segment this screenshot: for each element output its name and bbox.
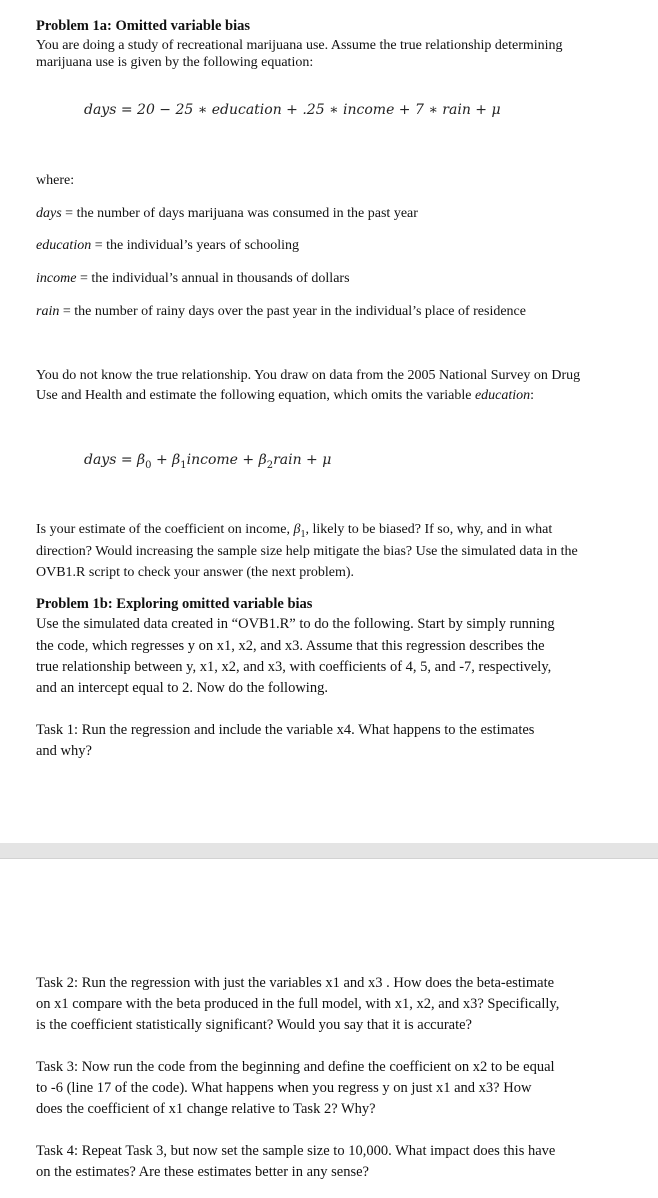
task1-line-2: and why? (36, 743, 92, 759)
true-equation (84, 102, 501, 118)
eq2-equals: = (116, 452, 138, 468)
task3-line-1: Task 3: Now run the code from the beginning and define the coefficient on x2 to be equal (36, 1059, 555, 1075)
q-beta1-sub: 1 (300, 528, 306, 540)
def-days (36, 204, 418, 224)
term-rain: rain (273, 452, 302, 468)
p1b-line-1: Use the simulated data created in “OVB1.R” to do the following. Start by simply running (36, 616, 555, 632)
p1b-line-4: and an intercept equal to 2. Now do the following. (36, 680, 328, 696)
beta0: β (137, 452, 146, 468)
def-var: education (36, 238, 92, 253)
eq2-plus1: + (151, 452, 173, 468)
beta1: β (172, 452, 181, 468)
page-break (0, 843, 658, 858)
def-text: = the number of rainy days over the past year in the individual’s place of residence (59, 304, 526, 319)
problem-1a-title: Problem 1a: Omitted variable bias (36, 18, 250, 34)
estimated-equation (84, 452, 331, 471)
where-label: where: (36, 173, 75, 188)
def-text: = the individual’s annual in thousands of dollars (76, 271, 350, 286)
task2-line-1: Task 2: Run the regression with just the variables x1 and x3 . How does the beta-estimate (36, 975, 555, 991)
page-break-edge (0, 858, 658, 859)
problem-1b-title: Problem 1b: Exploring omitted variable bias (36, 596, 313, 612)
task3-line-2: to -6 (line 17 of the code). What happens when you regress y on just x1 and x3? How (36, 1080, 532, 1096)
def-var: income (36, 271, 77, 286)
eq1-rhs: = 20 − 25 ∗ education + .25 ∗ income + 7 ∗ rain + μ (120, 102, 501, 118)
q-text: Is your estimate of the coefficient on income, (36, 522, 294, 537)
def-education (36, 236, 299, 256)
def-income (36, 269, 350, 289)
def-var: rain (36, 304, 60, 319)
question-line-2: direction? Would increasing the sample size help mitigate the bias? Use the simulated data in the (36, 544, 578, 559)
def-rain (36, 302, 526, 322)
beta2: β (258, 452, 267, 468)
task4-line-2: on the estimates? Are these estimates better in any sense? (36, 1164, 369, 1180)
para2-education: education (474, 388, 531, 403)
q-text-rest: , likely to be biased? If so, why, and in what (305, 522, 553, 537)
p1b-line-3: true relationship between y, x1, x2, and x3, with coefficients of 4, 5, and -7, respectively, (36, 659, 552, 675)
def-var: days (36, 206, 62, 221)
question-line-3: OVB1.R script to check your answer (the next problem). (36, 565, 355, 580)
eq1-lhs: days (84, 102, 117, 118)
eq2-tail: + μ (301, 452, 332, 468)
def-text: = the individual’s years of schooling (91, 238, 299, 253)
term-income: income (186, 452, 238, 468)
beta1-sub: 1 (180, 459, 187, 471)
beta0-sub: 0 (145, 459, 152, 471)
task2-line-2: on x1 compare with the beta produced in the full model, with x1, x2, and x3? Specifically, (36, 996, 560, 1012)
eq2-lhs: days (84, 452, 117, 468)
def-text: = the number of days marijuana was consumed in the past year (61, 206, 418, 221)
eq2-plus2: + (237, 452, 259, 468)
para2-line-2 (36, 386, 534, 406)
task2-line-3: is the coefficient statistically significant? Would you say that it is accurate? (36, 1017, 472, 1033)
beta2-sub: 2 (266, 459, 274, 471)
task1-line-1: Task 1: Run the regression and include the variable x4. What happens to the estimates (36, 722, 535, 738)
intro-line-2: marijuana use is given by the following equation: (36, 55, 314, 70)
para2-line-1: You do not know the true relationship. You draw on data from the 2005 National Survey on Drug (36, 368, 581, 383)
para2-text: Use and Health and estimate the following equation, which omits the variable (36, 388, 475, 403)
intro-line-1: You are doing a study of recreational marijuana use. Assume the true relationship determining (36, 38, 563, 53)
p1b-line-2: the code, which regresses y on x1, x2, and x3. Assume that this regression describes the (36, 638, 545, 654)
para2-colon: : (530, 388, 535, 403)
task3-line-3: does the coefficient of x1 change relative to Task 2? Why? (36, 1101, 376, 1117)
task4-line-1: Task 4: Repeat Task 3, but now set the sample size to 10,000. What impact does this have (36, 1143, 556, 1159)
q-beta1: β (293, 522, 301, 537)
